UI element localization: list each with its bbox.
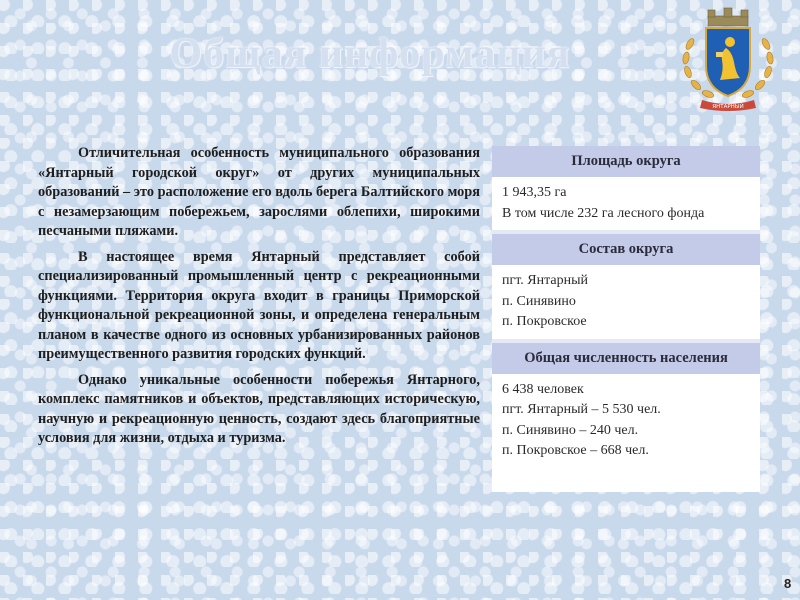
composition-body [492, 265, 760, 339]
population-line-3: п. Синявино – 240 чел. [502, 422, 639, 438]
population-body [492, 374, 760, 468]
composition-line-1: пгт. Янтарный [502, 273, 589, 288]
paragraph-3: Однако уникальные особенности побережья Янтарного, комплекс памятников и объектов, представляющих историческую, научную и рекреационную ценность, создают здесь благоприятные условия для жизни, отдыха и туризма. [38, 371, 480, 446]
composition-header: Состав округа [492, 234, 760, 265]
composition-line-3: п. Покровское [502, 314, 587, 329]
area-body [492, 177, 760, 230]
city-emblem-icon [676, 4, 780, 114]
slide-title: Общая информация [169, 31, 571, 77]
composition-line-2: п. Синявино [502, 293, 576, 309]
population-line-2: пгт. Янтарный – 5 530 чел. [502, 402, 661, 417]
area-line-2: В том числе 232 га лесного фонда [502, 205, 705, 221]
area-header: Площадь округа [492, 146, 760, 177]
emblem-ribbon-text: ЯНТАРНЫЙ [712, 104, 744, 110]
population-header: Общая численность населения [492, 343, 760, 374]
page-number: 8 [784, 576, 792, 591]
paragraph-2: В настоящее время Янтарный представляет собой специализированный промышленный центр с рекреационными функциями. Территория округа входит в границы Приморской функциональной рекреационной зоны, и определена генеральным планом в качестве одного из основных урбанизированных районов преимущественного развития городских функций. [38, 248, 480, 362]
body-text [38, 144, 480, 455]
info-panel [492, 146, 760, 492]
paragraph-1: Отличительная особенность муниципального образования «Янтарный городской округ» от других муниципальных образований – это расположение его вдоль берега Балтийского моря с незамерзающим побережьем, зарослями облепихи, широкими песчаными пляжами. [38, 145, 480, 239]
population-line-4: п. Покровское – 668 чел. [502, 443, 649, 458]
area-line-1: 1 943,35 га [502, 185, 567, 200]
population-line-1: 6 438 человек [502, 381, 584, 397]
